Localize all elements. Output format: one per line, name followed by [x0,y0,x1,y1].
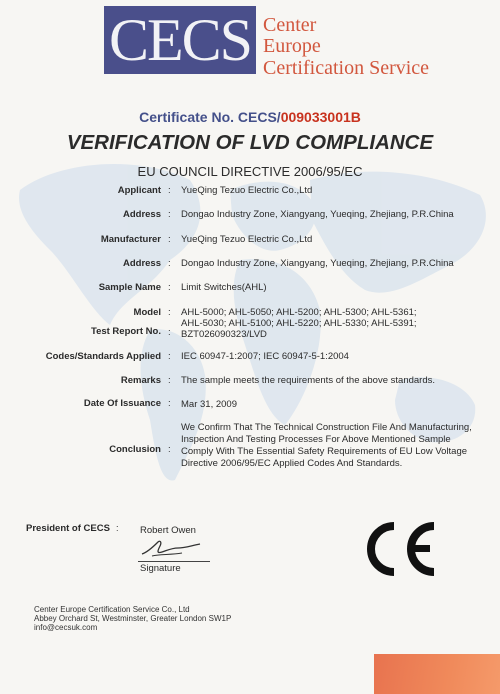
field-colon: : [168,307,171,318]
page-title: VERIFICATION OF LVD COMPLIANCE [66,131,434,154]
footer-email: info@cecsuk.com [34,623,98,632]
codes-value: IEC 60947-1:2007; IEC 60947-5-1:2004 [181,351,349,362]
ce-mark [360,520,438,578]
certificate-number-value: 009033001B [280,109,361,125]
sample-name-value: Limit Switches(AHL) [181,282,267,293]
field-colon: : [168,209,171,220]
date-of-issuance-label: Date Of Issuance [83,398,161,409]
address-value: Dongao Industry Zone, Xiangyang, Yueqing, Zhejiang, P.R.China [181,209,454,220]
model-label: Model [133,307,161,318]
field-colon: : [168,282,171,293]
handwritten-signature [138,536,208,560]
field-colon: : [168,351,171,362]
codes-label: Codes/Standards Applied [45,351,161,362]
footer-company: Center Europe Certification Service Co., Ltd [34,605,190,614]
conclusion-label: Conclusion [109,444,161,455]
manufacturer-address-value: Dongao Industry Zone, Xiangyang, Yueqing, Zhejiang, P.R.China [181,258,454,269]
test-report-value: BZT026090323/LVD [181,329,267,340]
model-value-line-2: AHL-5030; AHL-5100; AHL-5220; AHL-5330; AHL-5391; [181,318,417,329]
manufacturer-address-label: Address [122,258,161,269]
remarks-value: The sample meets the requirements of the above standards. [181,375,435,386]
manufacturer-value: YueQing Tezuo Electric Co.,Ltd [181,234,313,245]
decorative-red-corner [374,654,500,694]
conclusion-value: We Confirm That The Technical Construction File And Manufacturing, Inspection And Testing Processes For Above Mentioned Sample Comply With The Essential Safety Requirements of EU Low Voltage Directive 2006/95/EC Applied Codes And Standards. [181,422,472,469]
org-name-line-2: Europe [263,35,321,57]
president-colon: : [116,523,119,533]
signature-line [138,561,210,562]
certificate-number-label: Certificate No. CECS/ [139,109,281,125]
model-value-line-1: AHL-5000; AHL-5050; AHL-5200; AHL-5300; AHL-5361; [181,307,417,318]
cecs-logo-text: CECS [108,7,252,73]
signature-caption: Signature [140,563,181,574]
field-colon: : [168,398,171,409]
president-label: President of CECS [26,523,110,534]
signer-name: Robert Owen [140,525,196,536]
field-colon: : [168,234,171,245]
field-colon: : [168,185,171,196]
org-name-line-3: Certification Service [263,57,430,79]
date-of-issuance-value: Mar 31, 2009 [181,399,237,410]
field-colon: : [168,375,171,386]
directive-subtitle: EU COUNCIL DIRECTIVE 2006/95/EC [137,164,363,179]
field-colon: : [168,258,171,269]
field-colon: : [168,444,171,455]
footer-address: Abbey Orchard St, Westminster, Greater London SW1P [34,614,232,623]
applicant-label: Applicant [117,185,161,196]
manufacturer-label: Manufacturer [100,234,161,245]
certificate-number [0,109,500,125]
applicant-value: YueQing Tezuo Electric Co.,Ltd [181,185,313,196]
test-report-label: Test Report No. [90,326,161,337]
remarks-label: Remarks [120,375,161,386]
sample-name-label: Sample Name [98,282,161,293]
address-label: Address [122,209,161,220]
org-name-line-1: Center [263,14,317,36]
field-colon: : [168,327,171,338]
